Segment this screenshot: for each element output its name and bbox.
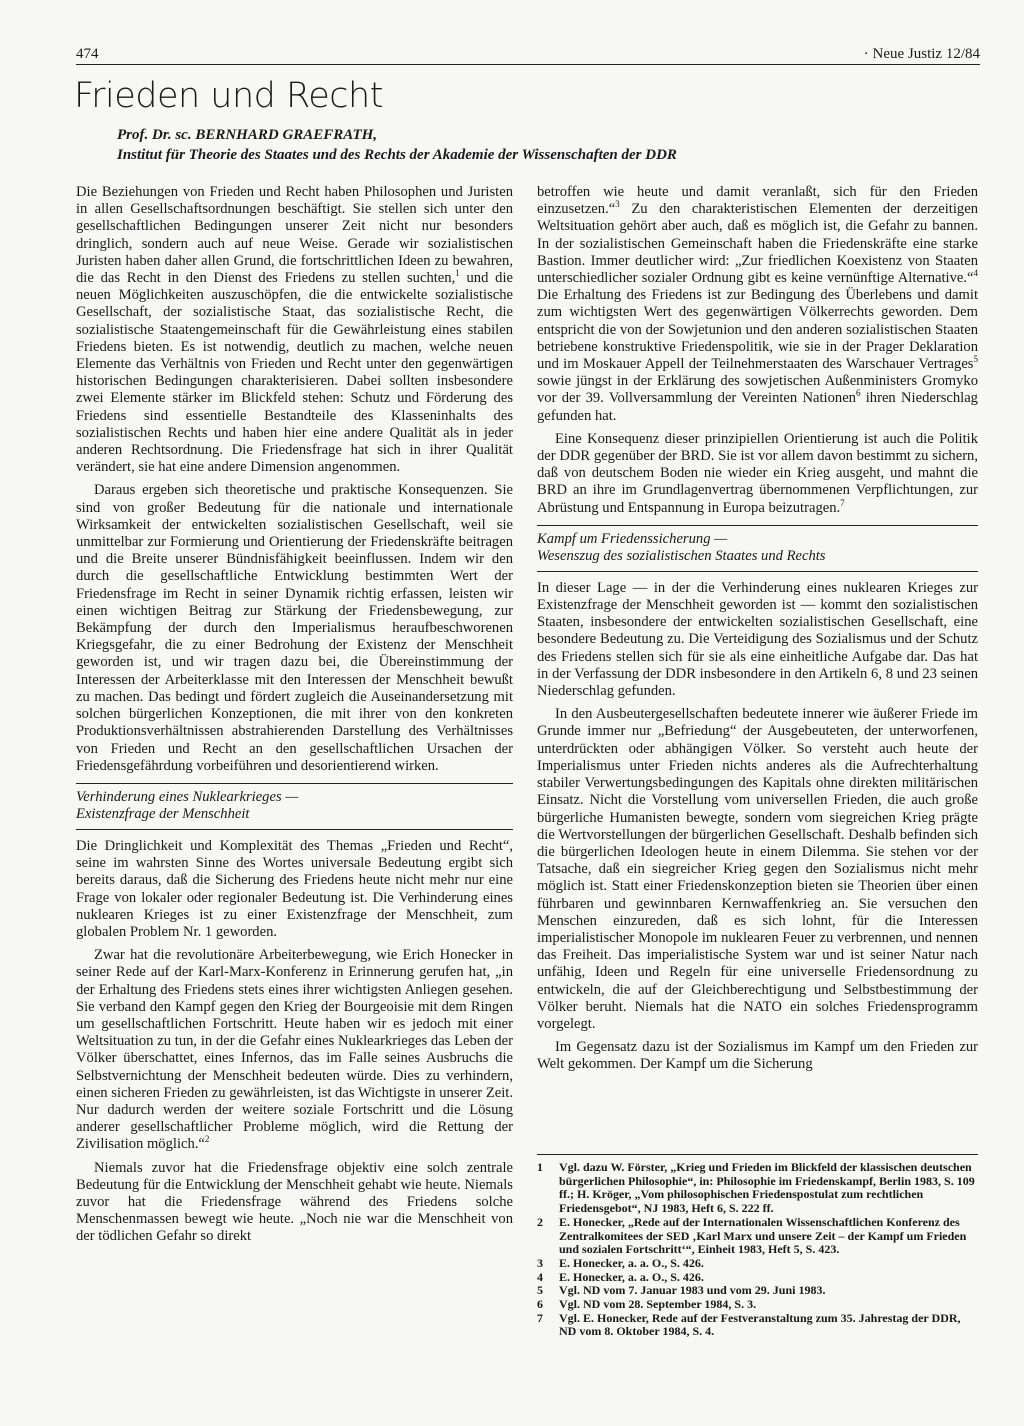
paragraph: In den Ausbeutergesellschaften bedeutete innerer wie äußerer Friede im Grunde immer nur „Befriedung“ der Ausgebeuteten, der unterworfenen, unterdrückten oder abhängigen Völker. So versteht auch heute der Imperialismus unter Frieden nichts anderes als die Aufrechterhaltung stabiler Verwertungsbedingungen des Kapitals ohne direkten militärischen Einsatz. Nicht die Vorstellung vom universellen Frieden, die auch große bürgerliche Humanisten bewegte, sondern vom siegreichen Krieg prägte die Wertvorstellungen der bürgerlichen Gesellschaft. Deshalb befinden sich die bürgerlichen Ideologen heute in einem Dilemma. Sie stehen vor der Tatsache, daß ein siegreicher Krieg gegen den Sozialismus nicht mehr möglich ist. Statt einer Friedenskonzeption bieten sie Theorien über einen führbaren und gewinnbaren Kernwaffenkrieg an. Sie versuchen den Menschen einzureden, daß es sich lohnt, für die Interessen imperialistischer Monopole im nuklearen Feuer zu verbrennen, und nennen das Freiheit. Das imperialistische System war und ist seiner Natur nach unfähig, Ideen und Regeln für eine universelle Friedensordnung zu entwickeln, die auf der Gleichberechtigung und Selbstbestimmung der Völker beruht. Niemals hat die NATO ein solches Friedensprogramm vorgelegt. xyxy=(537,706,978,1032)
paragraph: Daraus ergeben sich theoretische und praktische Konsequenzen. Sie sind von großer Bedeutung für die nationale und internationale Wirksamkeit der entwickelten sozialistischen Gesellschaft, weil sie unmittelbar zur Formierung und Orientierung der Friedenskräfte beitragen und die Breite unserer Bündnisfähigkeit beeinflussen. Indem wir den durch die gesellschaftliche Entwicklung bestimmten Wert der Friedensfrage im Recht in seiner Dynamik richtig erfassen, leisten wir einen wichtigen Beitrag zur Stärkung der Friedensbewegung, zur Bekämpfung der durch den Imperialismus heraufbeschworenen Kriegsgefahr, die zu einer Bedrohung der Existenz der Menschheit geworden ist, und wir tragen dazu bei, die Übereinstimmung der Interessen der Arbeiterklasse mit den Interessen der Menschheit bewußt zu machen. Das bedingt und fördert zugleich die Auseinandersetzung mit solchen bürgerlichen Konzeptionen, die mit ihrer von den konkreten Produktionsverhältnissen abstrahierenden Darstellung des Verhältnisses von Frieden und Recht an den gesellschaftlichen Ursachen der Friedensgefährdung vorbeiführen und desorientierend wirken. xyxy=(76,482,513,774)
paragraph: In dieser Lage — in der die Verhinderung eines nuklearen Krieges zur Existenzfrage der Menschheit geworden ist — kommt den sozialistischen Staaten, insbesondere der entwickelten sozialistischen Gesellschaft, eine besondere Bedeutung zu. Die Verteidigung des Sozialismus und der Schutz des Friedens stellen sich für sie als eine einheitliche Aufgabe dar. Das hat in der Verfassung der DDR insbesondere in den Artikeln 6, 8 und 23 seinen Niederschlag gefunden. xyxy=(537,579,978,700)
left-column xyxy=(76,184,513,1252)
journal-issue: · Neue Justiz 12/84 xyxy=(863,46,980,62)
page-number: 474 xyxy=(76,46,99,62)
section-heading: Kampf um Friedenssicherung — Wesenszug des sozialistischen Staates und Rechts xyxy=(537,525,978,572)
footnotes xyxy=(537,1154,978,1339)
author-institute: Institut für Theorie des Staates und des Rechts der Akademie der Wissenschaften der DDR xyxy=(117,147,677,163)
footnote: 5 Vgl. ND vom 7. Januar 1983 und vom 29. Juni 1983. xyxy=(537,1283,826,1298)
paragraph: Die Dringlichkeit und Komplexität des Themas „Frieden und Recht“, seine im wahrsten Sinne des Wortes universale Bedeutung ergibt sich bereits daraus, daß die Sicherung des Friedens heute nicht mehr nur eine Frage von lokaler oder regionaler Bedeutung ist. Die Verhinderung eines nuklearen Krieges ist zu einer Existenzfrage der Menschheit, zum globalen Problem Nr. 1 geworden. xyxy=(76,837,513,940)
paragraph: Die Beziehungen von Frieden und Recht haben Philosophen und Juristen in allen Gesellschaftsordnungen beschäftigt. Sie stellen sich unter den gesellschaftlichen Bedingungen unserer Zeit nicht nur besonders dringlich, sondern auch auf neue Weise. Gerade wir sozialistischen Juristen haben daher allen Grund, die fortschrittlichen Ideen zu bewahren, die das Recht in den Dienst des Friedens zu stellen suchten,$^1$ und die neuen Möglichkeiten auszuschöpfen, die die entwickelte sozialistische Gesellschaft, der sozialistische Staat, das sozialistische Recht, die sozialistische Staatengemeinschaft für die Gewährleistung eines stabilen Friedens bieten. Es ist notwendig, deutlich zu machen, welche neuen Elemente das Verhältnis von Frieden und Recht unter den gegenwärtigen historischen Bedingungen charakterisieren. Dabei sollten insbesondere zwei Elemente stärker im Blickfeld stehen: Schutz und Förderung des Friedens sind essentielle Bestandteile des Klasseninhalts des sozialistischen Rechts und haben hier eine andere Qualität als in jeder anderen Rechtsordnung. Die Friedensfrage hat sich in ihrer Qualität verändert, sie hat eine andere Dimension angenommen. xyxy=(76,184,513,476)
footnote: 4 E. Honecker, a. a. O., S. 426. xyxy=(537,1269,704,1284)
paragraph: Zwar hat die revolutionäre Arbeiterbewegung, wie Erich Honecker in seiner Rede auf der Karl-Marx-Konferenz in Erinnerung gerufen hat, „in der Erhaltung des Friedens stets eines ihrer wichtigsten Anliegen gesehen. Sie verband den Kampf gegen den Krieg der Bourgeoisie mit dem Ringen um gesellschaftlichen Fortschritt. Heute haben wir es jedoch mit einer Weltsituation zu tun, in der die Gefahr eines Nuklearkrieges das Leben der Völker überschattet, eines Infernos, das im Falle seines Ausbruchs die Selbstvernichtung der Menschheit bedeuten würde. Dies zu verhindern, einen sicheren Frieden zu gewährleisten, ist das Wichtigste in unserer Zeit. Nur dadurch werden der weitere soziale Fortschritt und die Lösung anderer gesellschaftlicher Probleme möglich, wird die Rettung der Zivilisation möglich.“$^2$ xyxy=(76,947,513,1153)
paragraph: betroffen wie heute und damit veranlaßt, sich für den Frieden einzusetzen.“$^3$ Zu den charakteristischen Elementen der derzeitigen Weltsituation gehört aber auch, daß es möglich ist, die Gefahr zu bannen. In der sozialistischen Gemeinschaft haben die Friedenskräfte eine starke Bastion. Immer deutlicher wird: „Zur friedlichen Koexistenz von Staaten unterschiedlicher sozialer Ordnung gibt es keine vernünftige Alternative.“$^4$ Die Erhaltung des Friedens ist zur Bedingung des Überlebens und damit zum wichtigsten Wert des gegenwärtigen Völkerrechts geworden. Dem entspricht die von der Sowjetunion und den anderen sozialistischen Staaten betriebene konstruktive Friedenspolitik, wie sie in der Prager Deklaration und im Moskauer Appell der Teilnehmerstaaten des Warschauer Vertrages$^5$ sowie jüngst in der Erklärung des sowjetischen Außenministers Gromyko vor der 39. Vollversammlung der Vereinten Nationen$^6$ ihren Niederschlag gefunden hat. xyxy=(537,184,978,424)
footnote: 3 E. Honecker, a. a. O., S. 426. xyxy=(537,1255,704,1270)
paragraph: Im Gegensatz dazu ist der Sozialismus im Kampf um den Frieden zur Welt gekommen. Der Kampf um die Sicherung xyxy=(537,1039,978,1073)
author-block xyxy=(117,125,677,165)
footnote: 6 Vgl. ND vom 28. September 1984, S. 3. xyxy=(537,1297,757,1312)
author-name: Prof. Dr. sc. BERNHARD GRAEFRATH, xyxy=(117,127,378,143)
footnote: 7 Vgl. E. Honecker, Rede auf der Festveranstaltung zum 35. Jahrestag der DDR, ND vom 8. Oktober 1984, S. 4. xyxy=(537,1310,961,1339)
right-column xyxy=(537,184,978,1080)
header-rule xyxy=(76,64,980,65)
footnote: 1 Vgl. dazu W. Förster, „Krieg und Frieden im Blickfeld der klassischen deutschen bürgerlichen Philosophie“, in: Philosophie im Friedenskampf, Berlin 1983, S. 109 ff.; H. Kröger, „Vom philosophischen Friedenspostulat zum rechtlichen Friedensgebot“, NJ 1983, Heft 6, S. 222 ff. xyxy=(537,1160,975,1216)
article-title: Frieden und Recht xyxy=(74,76,383,116)
section-heading: Verhinderung eines Nuklearkrieges — Existenzfrage der Menschheit xyxy=(76,783,513,830)
paragraph: Niemals zuvor hat die Friedensfrage objektiv eine solch zentrale Bedeutung für die Entwicklung der Menschheit gehabt wie heute. Niemals zuvor hat die Friedensfrage während des Friedens solche Menschenmassen bewegt wie heute. „Noch nie war die Menschheit von der tödlichen Gefahr so direkt xyxy=(76,1159,513,1245)
page-header xyxy=(0,0,1024,80)
paragraph: Eine Konsequenz dieser prinzipiellen Orientierung ist auch die Politik der DDR gegenüber der BRD. Sie ist vor allem davon bestimmt zu sichern, daß von deutschem Boden nie wieder ein Krieg ausgeht, und mahnt die BRD an ihre im Grundlagenvertrag übernommenen Verpflichtungen, zur Abrüstung und Entspannung in Europa beizutragen.$^7$ xyxy=(537,430,978,516)
footnote: 2 E. Honecker, „Rede auf der Internationalen Wissenschaftlichen Konferenz des Zentralkomitees der SED ‚Karl Marx und unsere Zeit – der Kampf um Frieden und sozialen Fortschritt‘“, Einheit 1983, Heft 5, S. 423. xyxy=(537,1214,967,1257)
